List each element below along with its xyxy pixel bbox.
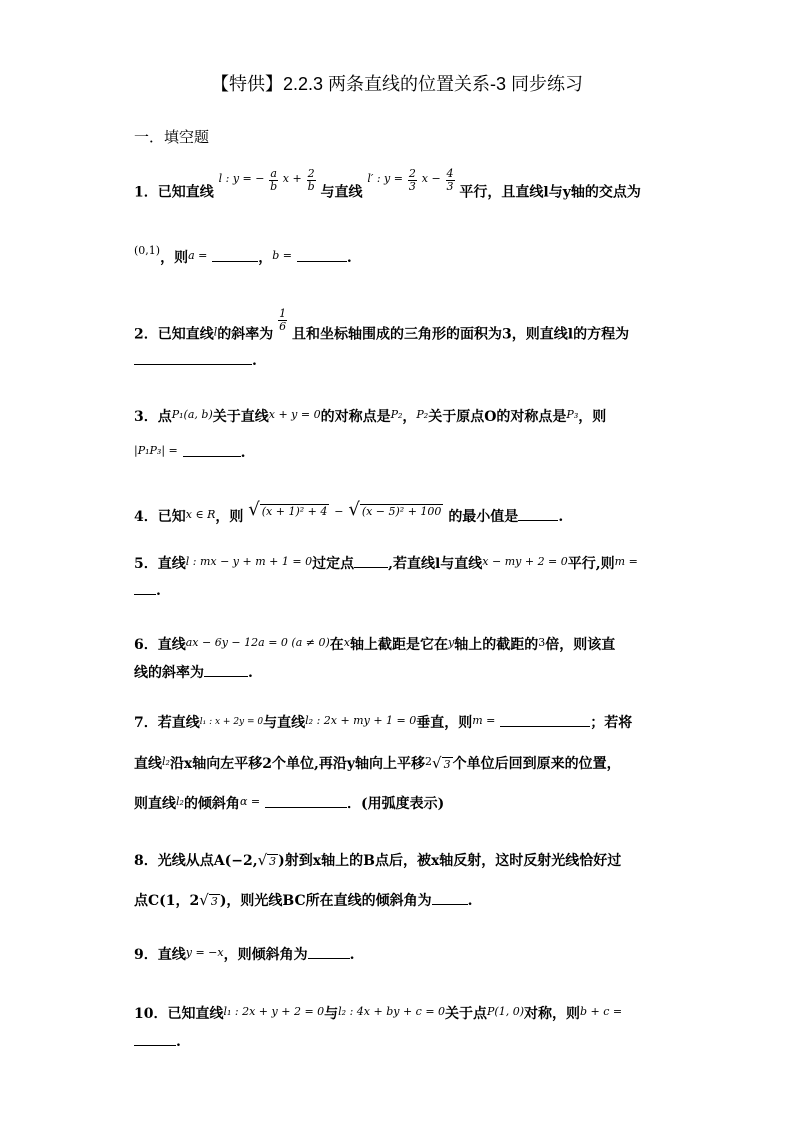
question-4: 4．已知$^{x \in R}$，则 √ (x + 1)² + 4 − √ (x − 5)² + 100 的最小值是 .	[134, 499, 564, 525]
answer-blank[interactable]	[134, 352, 252, 365]
question-3-line-2: $^{|P_1P_3| =}$ .	[134, 444, 246, 461]
question-1-line-1: 1．已知直线 $^{l : y = -}$ $\frac{a}{b}$ $^{x +}$ $\frac{2}{b}$ 与直线 $^{l' : y =}$ $\frac{2}{3}$ $^{x -}$ $\frac{4}{3}$ 平行，且直线l与y轴的交点为	[134, 167, 641, 201]
question-7-line-1: 7．若直线$^{l_1 : x + 2y = 0}$与直线$^{l_2 : 2x + my + 1 = 0}$垂直，则$^{m =}$ ；若将	[134, 714, 633, 731]
question-7-line-2: 直线$^{l_2}$沿x轴向左平移2个单位,再沿y轴向上平移$^2$√ 3 个单位后回到原来的位置，	[134, 754, 621, 772]
answer-blank[interactable]	[265, 795, 347, 808]
question-3-line-1: 3．点$^{P_1(a, b)}$关于直线$^{x + y = 0}$的对称点是$^{P_2}$，$^{P_2}$关于原点O的对称点是$^{P_3}$，则	[134, 408, 607, 425]
answer-blank[interactable]	[500, 714, 590, 727]
answer-blank[interactable]	[518, 508, 558, 521]
question-2-line-2: .	[134, 352, 257, 369]
answer-blank[interactable]	[204, 664, 248, 677]
answer-blank[interactable]	[134, 1033, 176, 1046]
answer-blank[interactable]	[134, 582, 156, 595]
question-7-line-3: 则直线$^{l_2}$的倾斜角$^{\alpha =}$ ．(用弧度表示)	[134, 795, 445, 812]
answer-blank[interactable]	[432, 892, 468, 905]
q1-line-l: $^{l : y = -}$ $\frac{a}{b}$ $^{x +}$ $\frac{2}{b}$	[218, 167, 315, 193]
answer-blank[interactable]	[212, 249, 258, 262]
question-5-line-1: 5．直线$^{l : mx - y + m + 1 = 0}$过定点 ,若直线l与直线$^{x - my + 2 = 0}$平行,则$^{m =}$	[134, 555, 638, 572]
q1-line-l-prime: $^{l' : y =}$ $\frac{2}{3}$ $^{x -}$ $\frac{4}{3}$	[367, 167, 454, 193]
question-6-line-1: 6．直线$^{ax - 6y - 12a = 0 (a \ne 0)}$在$^x$轴上截距是它在$^y$轴上的截距的$^3$倍，则该直	[134, 636, 616, 653]
question-1-line-2: $^{(0,1)}$，则$^{a =}$ ，$^{b =}$ .	[134, 244, 352, 266]
question-6-line-2: 线的斜率为 .	[134, 665, 253, 681]
answer-blank[interactable]	[308, 946, 350, 959]
question-5-line-2: .	[134, 582, 161, 599]
page-title: 【特供】2.2.3 两条直线的位置关系-3 同步练习	[210, 74, 584, 94]
question-8-line-2: 点C(1，2√ 3 )，则光线BC所在直线的倾斜角为 .	[134, 891, 473, 909]
answer-blank[interactable]	[354, 555, 388, 568]
answer-blank[interactable]	[183, 444, 241, 457]
question-2-line-1: 2．已知直线$^l$的斜率为 $\frac{1}{6}$ 且和坐标轴围成的三角形的面积为3，则直线l的方程为	[134, 307, 630, 343]
section-heading: 一．填空题	[134, 128, 210, 146]
question-10-line-1: 10．已知直线$^{l_1 : 2x + y + 2 = 0}$与$^{l_2 : 4x + by + c = 0}$关于点$^{P(1, 0)}$对称，则$^{b + c =}$	[134, 1005, 623, 1022]
question-9: 9．直线$^{y = -x}$，则倾斜角为 .	[134, 946, 355, 963]
question-8-line-1: 8．光线从点A(−2,√ 3 )射到x轴上的B点后，被x轴反射，这时反射光线恰好过	[134, 851, 622, 869]
answer-blank[interactable]	[297, 249, 347, 262]
question-10-line-2: .	[134, 1033, 181, 1050]
q4-expression: √ (x + 1)² + 4 − √ (x − 5)² + 100	[248, 499, 442, 520]
